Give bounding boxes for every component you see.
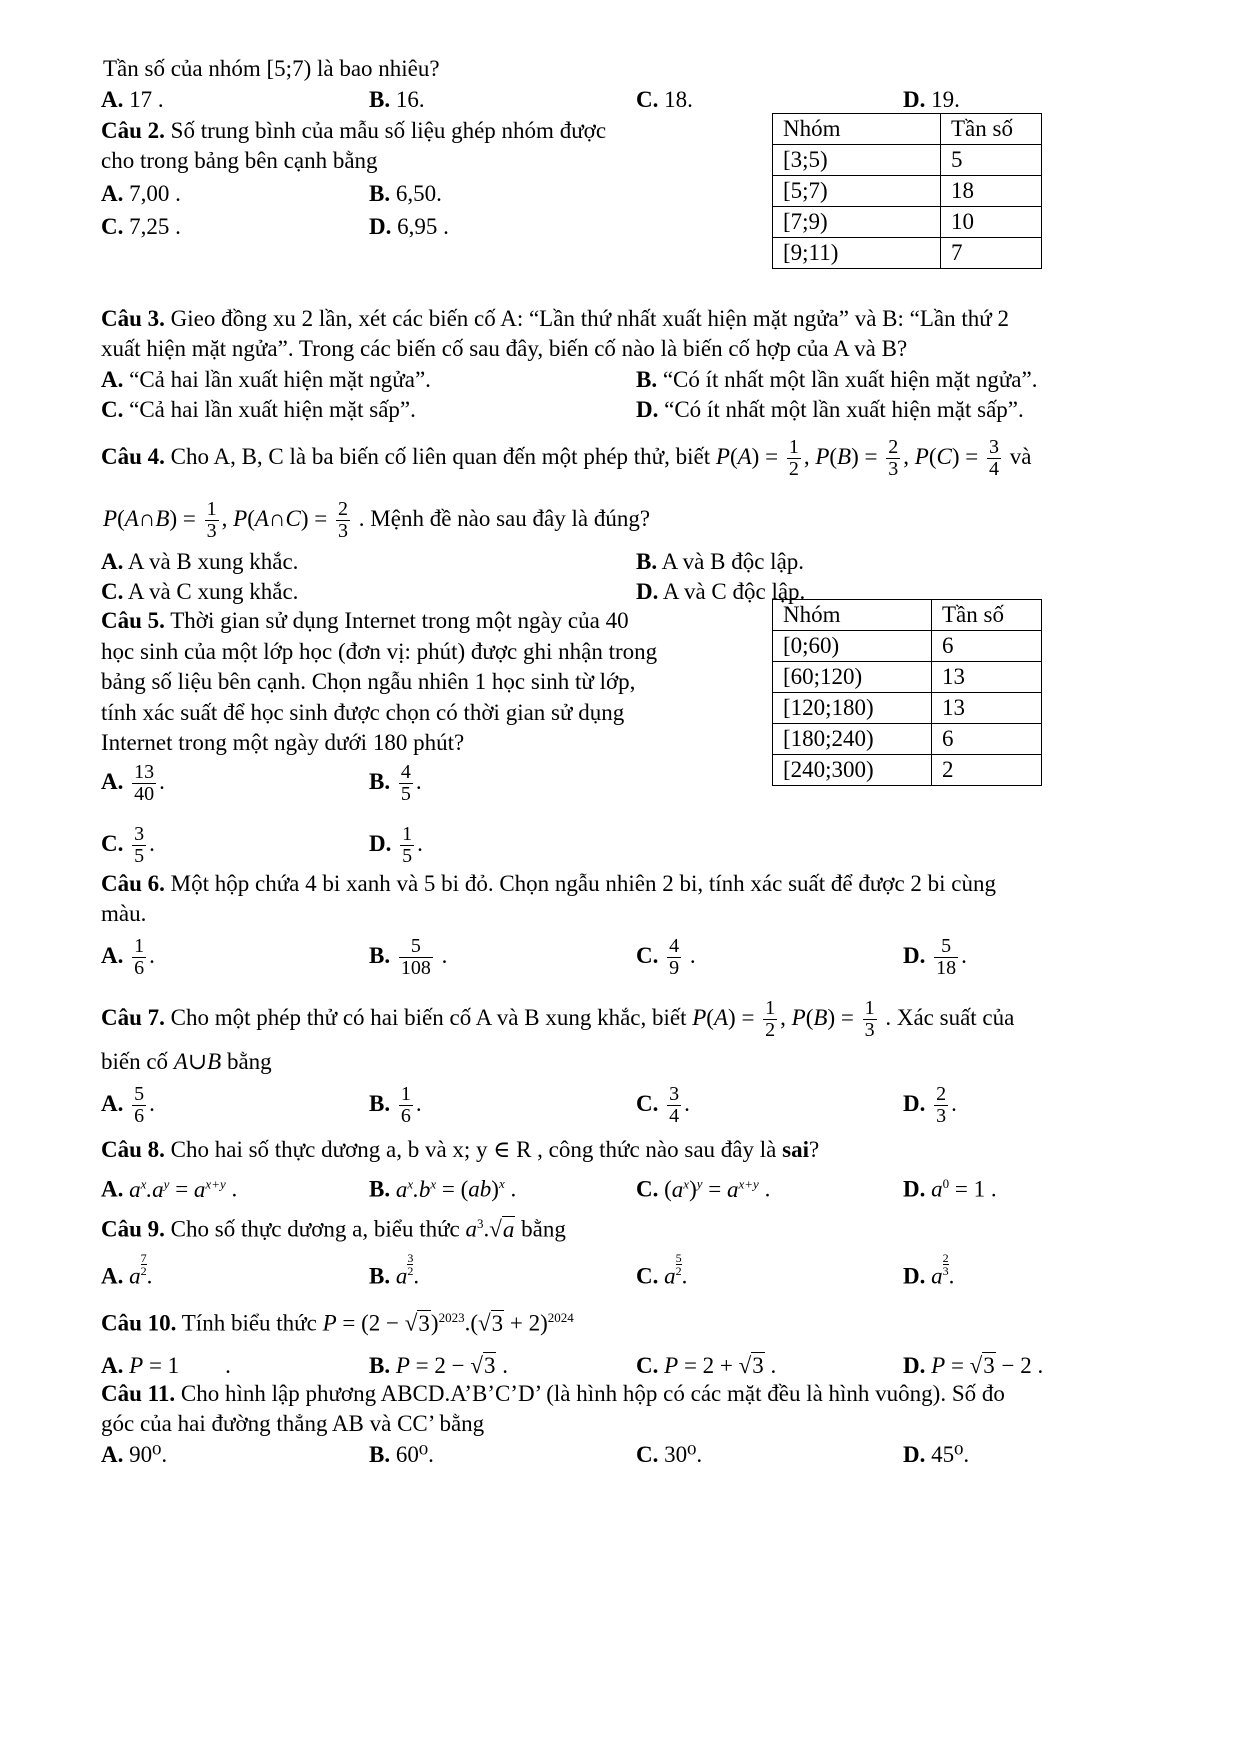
q6-option-d: D. $\frac{5}{18}$ . xyxy=(903,935,967,980)
table-cell: [60;120) xyxy=(773,662,932,693)
q1-option-b: B. 16. xyxy=(369,87,425,112)
table-row xyxy=(773,176,1042,207)
q11-stem-line2: góc của hai đường thẳng AB và CC’ bằng xyxy=(101,1411,485,1436)
table-cell: 5 xyxy=(941,145,1042,176)
q1-option-a: A. 17 . xyxy=(101,87,164,112)
q5-option-a: A. $\frac{13}{40}$ . xyxy=(101,761,165,806)
q3-option-a: A. “Cả hai lần xuất hiện mặt ngửa”. xyxy=(101,367,431,392)
table-cell: 13 xyxy=(932,693,1042,724)
q4-stem-line2: P(A∩B) = $\frac{1}{3}$ , P(A∩C) = $\frac{2}{3}$ . Mệnh đề nào sau đây là đúng? xyxy=(103,498,651,543)
q5-stem-line3: bảng số liệu bên cạnh. Chọn ngẫu nhiên 1 học sinh từ lớp, xyxy=(101,669,636,694)
q11-option-a: A. 90⁰. xyxy=(101,1442,168,1467)
q11-stem-line1: Câu 11. Cho hình lập phương ABCD.A’B’C’D’ (là hình hộp có các mặt đều là hình vuông). Số đo xyxy=(101,1381,1005,1406)
q10-stem: Câu 10. Tính biểu thức $P = (2 - √3)^{2023}.(√3 + 2)^{2024}$ xyxy=(101,1310,574,1336)
table-header-cell: Tần số xyxy=(932,600,1042,631)
q5-stem-line1: Câu 5. Thời gian sử dụng Internet trong một ngày của 40 xyxy=(101,608,629,633)
q9-option-a: A. a $\frac{7}{2}$ . xyxy=(101,1251,153,1289)
table-header-cell: Nhóm xyxy=(773,600,932,631)
q7-option-c: C. $\frac{3}{4}$ . xyxy=(636,1083,690,1128)
table-header-row xyxy=(773,600,1042,631)
q1-option-d: D. 19. xyxy=(903,87,960,112)
q11-option-c: C. 30⁰. xyxy=(636,1442,703,1467)
q2-option-a: A. 7,00 . xyxy=(101,181,181,206)
q11-option-d: D. 45⁰. xyxy=(903,1442,970,1467)
table-cell: 6 xyxy=(932,724,1042,755)
q3-option-d: D. “Có ít nhất một lần xuất hiện mặt sấp”. xyxy=(636,397,1024,422)
table-cell: 2 xyxy=(932,755,1042,786)
q5-stem-line2: học sinh của một lớp học (đơn vị: phút) được ghi nhận trong xyxy=(101,639,658,664)
q2-stem-line1: Câu 2. Số trung bình của mẫu số liệu ghép nhóm được xyxy=(101,118,607,143)
q1-stem: Tần số của nhóm [5;7) là bao nhiêu? xyxy=(103,56,440,81)
q2-frequency-table xyxy=(772,113,1042,269)
q7-option-d: D. $\frac{2}{3}$ . xyxy=(903,1083,957,1128)
q5-option-d: D. $\frac{1}{5}$ . xyxy=(369,823,423,868)
table-cell: 10 xyxy=(941,207,1042,238)
q5-option-b: B. $\frac{4}{5}$ . xyxy=(369,761,422,806)
table-header-cell: Nhóm xyxy=(773,114,941,145)
q7-option-b: B. $\frac{1}{6}$ . xyxy=(369,1083,422,1128)
q10-option-a: A. P = 1 . xyxy=(101,1353,231,1378)
q8-option-d: D. $a^0 = 1$ . xyxy=(903,1176,997,1202)
q5-frequency-table xyxy=(772,599,1042,786)
q9-stem: Câu 9. Cho số thực dương a, biểu thức $a^3.√a$ bằng xyxy=(101,1216,566,1242)
q10-option-b: B. P = 2 − √3 . xyxy=(369,1353,508,1378)
q3-stem-line2: xuất hiện mặt ngửa”. Trong các biến cố sau đây, biến cố nào là biến cố hợp của A và B? xyxy=(101,336,908,361)
table-row xyxy=(773,631,1042,662)
q8-option-a: A. $a^x.a^y = a^{x+y}$ . xyxy=(101,1176,238,1202)
table-cell: [3;5) xyxy=(773,145,941,176)
q9-option-b: B. a $\frac{3}{2}$ . xyxy=(369,1251,420,1289)
q9-option-c: C. a $\frac{5}{2}$ . xyxy=(636,1251,688,1289)
table-cell: 18 xyxy=(941,176,1042,207)
table-cell: [0;60) xyxy=(773,631,932,662)
q4-option-c: C. A và C xung khắc. xyxy=(101,579,299,604)
q3-option-b: B. “Có ít nhất một lần xuất hiện mặt ngửa”. xyxy=(636,367,1038,392)
q6-stem-line2: màu. xyxy=(101,901,147,926)
table-cell: 13 xyxy=(932,662,1042,693)
table-cell: 7 xyxy=(941,238,1042,269)
q1-option-c: C. 18. xyxy=(636,87,693,112)
q2-option-b: B. 6,50. xyxy=(369,181,442,206)
q8-option-b: B. $a^x.b^x = (ab)^x$ . xyxy=(369,1176,517,1202)
q2-option-d: D. 6,95 . xyxy=(369,214,449,239)
q3-option-c: C. “Cả hai lần xuất hiện mặt sấp”. xyxy=(101,397,416,422)
table-row xyxy=(773,145,1042,176)
q6-option-b: B. $\frac{5}{108}$ . xyxy=(369,935,448,980)
table-cell: [7;9) xyxy=(773,207,941,238)
q7-stem-line1: Câu 7. Cho một phép thử có hai biến cố A và B xung khắc, biết P(A) = $\frac{1}{2}$ , P(B) = $\frac{1}{3}$ . Xác suất của xyxy=(101,997,1015,1042)
q9-option-d: D. a $\frac{2}{3}$ . xyxy=(903,1251,955,1289)
q6-option-a: A. $\frac{1}{6}$ . xyxy=(101,935,155,980)
q6-option-c: C. $\frac{4}{9}$ . xyxy=(636,935,696,980)
table-cell: [5;7) xyxy=(773,176,941,207)
q4-stem-line1: Câu 4. Cho A, B, C là ba biến cố liên quan đến một phép thử, biết P(A) = $\frac{1}{2}$ , P(B) = $\frac{2}{3}$ , P(C) = $\frac{3}{4}$ và xyxy=(101,436,1032,481)
q8-option-c: C. $(a^x)^y = a^{x+y}$ . xyxy=(636,1176,771,1202)
q4-option-b: B. A và B độc lập. xyxy=(636,549,805,574)
q4-option-a: A. A và B xung khắc. xyxy=(101,549,299,574)
table-cell: 6 xyxy=(932,631,1042,662)
table-row xyxy=(773,755,1042,786)
table-cell: [240;300) xyxy=(773,755,932,786)
q8-stem: Câu 8. Cho hai số thực dương a, b và x; y ∈ R , công thức nào sau đây là sai? xyxy=(101,1137,820,1162)
q5-option-c: C. $\frac{3}{5}$ . xyxy=(101,823,155,868)
q4-option-d: D. A và C độc lập. xyxy=(636,579,806,604)
q2-option-c: C. 7,25 . xyxy=(101,214,181,239)
q5-stem-line5: Internet trong một ngày dưới 180 phút? xyxy=(101,730,465,755)
q10-option-c: C. P = 2 + √3 . xyxy=(636,1353,777,1378)
q2-stem-line2: cho trong bảng bên cạnh bằng xyxy=(101,148,378,173)
q7-option-a: A. $\frac{5}{6}$ . xyxy=(101,1083,155,1128)
table-row xyxy=(773,238,1042,269)
table-row xyxy=(773,724,1042,755)
table-header-row xyxy=(773,114,1042,145)
table-cell: [120;180) xyxy=(773,693,932,724)
table-header-cell: Tần số xyxy=(941,114,1042,145)
q3-stem-line1: Câu 3. Gieo đồng xu 2 lần, xét các biến cố A: “Lần thứ nhất xuất hiện mặt ngửa” và B: “Lần thứ 2 xyxy=(101,306,1009,331)
table-cell: [9;11) xyxy=(773,238,941,269)
table-cell: [180;240) xyxy=(773,724,932,755)
table-row xyxy=(773,207,1042,238)
q6-stem-line1: Câu 6. Một hộp chứa 4 bi xanh và 5 bi đỏ. Chọn ngẫu nhiên 2 bi, tính xác suất để được 2 bi cùng xyxy=(101,871,997,896)
table-row xyxy=(773,662,1042,693)
q10-option-d: D. P = √3 − 2 . xyxy=(903,1353,1044,1378)
q5-stem-line4: tính xác suất để học sinh được chọn có thời gian sử dụng xyxy=(101,700,625,725)
table-row xyxy=(773,693,1042,724)
q11-option-b: B. 60⁰. xyxy=(369,1442,434,1467)
q7-stem-line2: biến cố A∪B bằng xyxy=(101,1049,272,1074)
